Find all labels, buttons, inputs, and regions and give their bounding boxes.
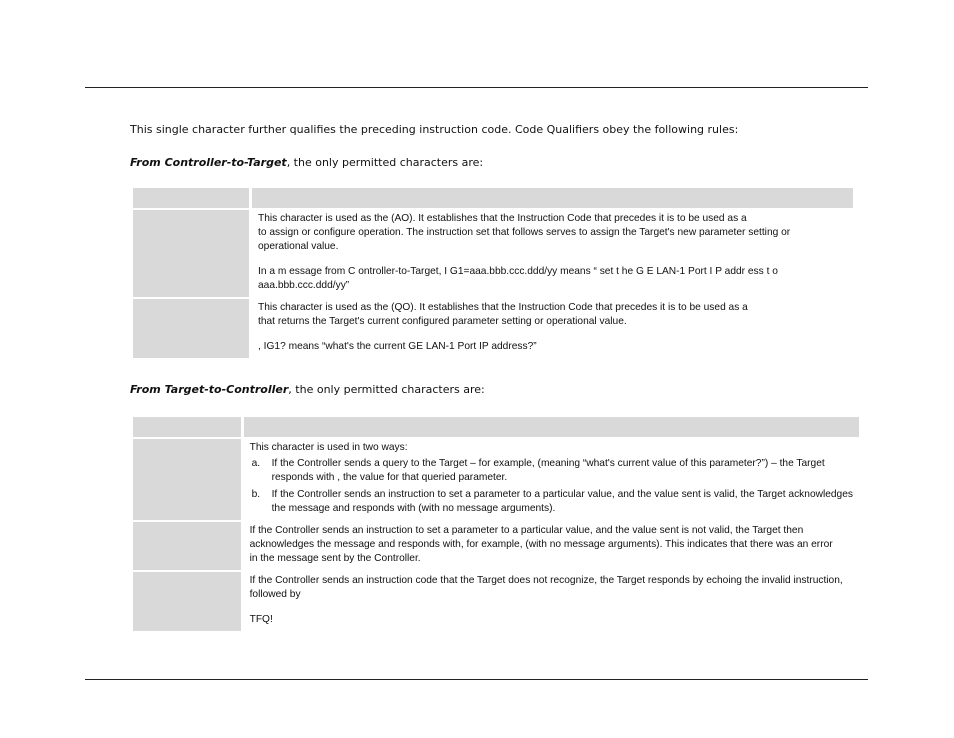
meaning-cell — [244, 439, 859, 520]
section-controller-to-target-label — [130, 156, 483, 169]
text-line: that returns the Target's current configured parameter setting or operational value. — [258, 316, 627, 327]
table-row — [133, 572, 859, 631]
target-to-controller-table — [130, 415, 862, 633]
text-line: , IG1? means “what's the current GE LAN-1 Port IP address?” — [258, 341, 537, 352]
qualifier-cell — [133, 210, 249, 297]
list-item — [250, 457, 853, 485]
text-line: aaa.bbb.ccc.ddd/yy” — [258, 280, 350, 291]
text-line: operational value. — [258, 241, 339, 252]
qualifier-cell — [133, 299, 249, 358]
text-line: If the Controller sends an instruction to set a parameter to a particular value, and the value sent is not valid, the Target then — [249, 525, 804, 536]
section-label-bold: From Controller-to-Target — [130, 156, 287, 169]
section-label-rest: , the only permitted characters are: — [288, 383, 485, 396]
text-line: in the message sent by the Controller. — [249, 553, 421, 564]
section-label-rest: , the only permitted characters are: — [286, 156, 484, 169]
text-line: TFQ! — [249, 614, 273, 625]
section-label-bold: From Target-to-Controller — [130, 383, 289, 396]
meaning-cell — [244, 522, 859, 570]
header-cell-qualifier — [133, 188, 249, 208]
table-header-row — [133, 417, 859, 437]
text-line: In a m essage from C ontroller-to-Target, I G1=aaa.bbb.ccc.ddd/yy means “ set t he G E LAN-1 Port I P addr ess t o — [258, 266, 778, 277]
text-line: acknowledges the message and responds with, for example, (with no message arguments). This indicates that there was an error — [249, 539, 833, 550]
list-marker: a. — [251, 458, 261, 469]
qualifier-cell — [133, 572, 241, 631]
list-item — [250, 488, 853, 516]
intro-text: This single character further qualifies the preceding instruction code. Code Qualifiers obey the following rules: — [130, 123, 739, 136]
text-line: responds with , the value for that queried parameter. — [271, 472, 508, 483]
table-row — [133, 439, 859, 520]
list-marker: b. — [251, 489, 261, 500]
text-line: If the Controller sends an instruction to set a parameter to a particular value, and the value sent is valid, the Target acknowledges — [271, 489, 853, 500]
table-header-row — [133, 188, 853, 208]
header-cell-qualifier — [133, 417, 241, 437]
table-row — [133, 522, 859, 570]
text-line: This character is used in two ways: — [249, 442, 408, 453]
text-line: the message and responds with (with no message arguments). — [271, 503, 556, 514]
table-row — [133, 299, 853, 358]
text-line: to assign or configure operation. The instruction set that follows serves to assign the Target's new parameter setting or — [258, 227, 791, 238]
text-line: If the Controller sends an instruction code that the Target does not recognize, the Target responds by echoing the invalid instruction, — [249, 575, 843, 586]
header-cell-meaning — [244, 417, 859, 437]
controller-to-target-table — [130, 186, 856, 360]
text-line: This character is used as the (QO). It establishes that the Instruction Code that precedes it is to be used as a — [258, 302, 748, 313]
table-row — [133, 210, 853, 297]
text-line: followed by — [249, 589, 301, 600]
qualifier-cell — [133, 439, 241, 520]
usage-list — [250, 457, 853, 516]
header-cell-meaning — [252, 188, 853, 208]
footer-rule — [85, 679, 868, 680]
meaning-cell — [252, 210, 853, 297]
text-line: If the Controller sends a query to the Target – for example, (meaning “what's current value of this parameter?”) – the Target — [271, 458, 825, 469]
section-target-to-controller-label — [130, 383, 485, 396]
meaning-cell — [244, 572, 859, 631]
meaning-cell — [252, 299, 853, 358]
text-line: This character is used as the (AO). It establishes that the Instruction Code that precedes it is to be used as a — [258, 213, 747, 224]
qualifier-cell — [133, 522, 241, 570]
header-rule — [85, 87, 868, 88]
